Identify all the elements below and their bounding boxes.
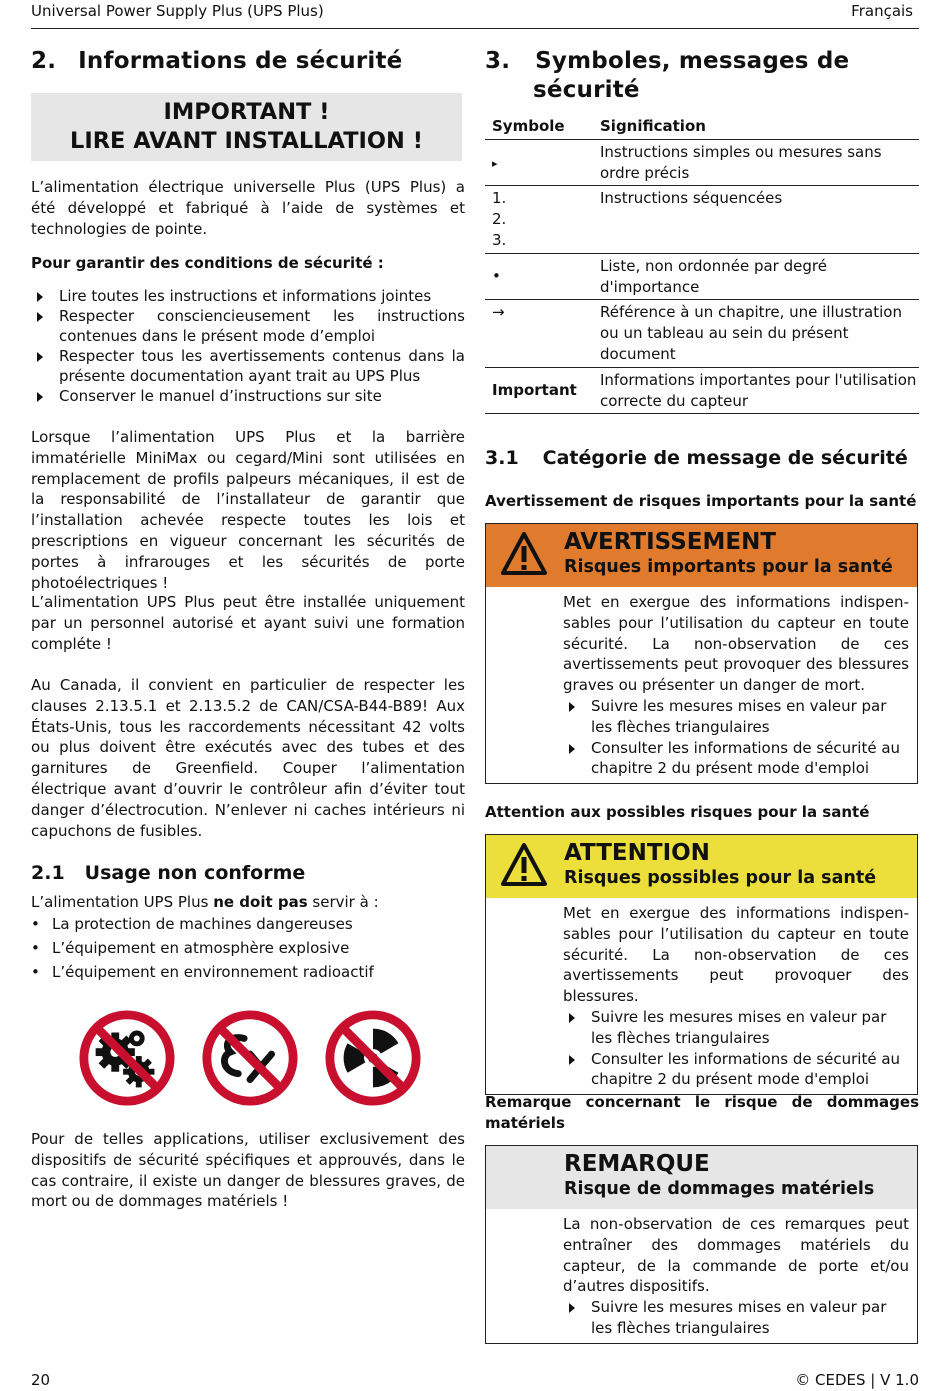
triangle-bullet-icon: ▸ xyxy=(492,156,498,170)
table-row: 1. 2. 3. Instructions séquencées xyxy=(485,186,919,253)
section-3-1-title: Catégorie de message de sécurité xyxy=(542,447,908,469)
section-2-title: Informations de sécurité xyxy=(78,48,403,74)
responsibility-paragraph: Lorsque l’alimentation UPS Plus et la barrière immatérielle MiniMax ou cegard/Mini sont utilisées en remplacement de profils palpeurs mécaniques, il est de la responsabilité de l’installateur de garantir que l’installation achevée respecte toutes les lois et prescriptions en vigueur concernant les sécurités de portes à infrarouges et les sécurités de porte photoélectriques ! xyxy=(31,428,465,592)
list-item: Suivre les mesures mises en valeur par les flèches triangulaires xyxy=(563,696,909,738)
no-machinery-icon xyxy=(78,1009,176,1107)
dot-bullet-icon: • xyxy=(485,253,593,300)
footer-brand-version: © CEDES | V 1.0 xyxy=(795,1371,919,1389)
closing-paragraph: Pour de telles applications, utiliser exclusivement des dispositifs de sécurité spécifiques et approuvés, dans le cas contraire, il existe un danger de blessures graves, de mort ou de dommages matériels ! xyxy=(31,1130,465,1211)
column-header-symbol: Symbole xyxy=(485,114,593,139)
list-item: Respecter tous les avertissements contenus dans la présente documentation ayant trait au UPS Plus xyxy=(31,346,465,386)
list-item: • La protection de machines dangereuses xyxy=(31,912,465,936)
table-row: ▸ Instructions simples ou mesures sans ordre précis xyxy=(485,139,919,186)
language-label: Français xyxy=(851,2,913,20)
document-title: Universal Power Supply Plus (UPS Plus) xyxy=(31,2,324,20)
notice-body: La non-observation de ces remarques peut entraîner des dommages matériels du capteur, de la commande de porte et/ou d’autres dispositifs. Suivre les mesures mises en valeur par les flèches triangulaires xyxy=(563,1215,909,1337)
list-item: • L’équipement en environnement radioactif xyxy=(31,960,465,984)
section-2-1-title: Usage non conforme xyxy=(84,862,306,884)
page-header xyxy=(31,0,919,29)
section-3-title: Symboles, messages de xyxy=(535,48,850,74)
important-banner xyxy=(31,93,462,161)
list-item: Suivre les mesures mises en valeur par les flèches triangulaires xyxy=(563,1297,909,1339)
section-2-heading: 2. Informations de sécurité xyxy=(31,48,403,74)
section-3-1-heading: 3.1 Catégorie de message de sécurité xyxy=(485,447,908,469)
notice-box xyxy=(485,1145,918,1344)
caution-body: Met en exergue des informations indispensables pour l’utilisation du capteur en toute sécurité. La non-observation de ces avertissements peut provoquer des blessures. Suivre les mesures mises en valeur par les flèches triangulaires Consulter les informations de sécurité au chapitre 2 du présent mode d'emploi xyxy=(563,904,909,1089)
misuse-list xyxy=(31,912,465,984)
notice-title: REMARQUE xyxy=(564,1151,710,1177)
section-3-heading: 3. Symboles, messages de sécurité xyxy=(485,48,850,103)
warning-triangle-icon xyxy=(500,531,548,577)
misuse-intro: L’alimentation UPS Plus ne doit pas servir à : xyxy=(31,893,379,911)
caution-title: ATTENTION xyxy=(564,840,710,866)
column-header-meaning: Signification xyxy=(593,114,919,139)
page-number: 20 xyxy=(31,1371,51,1389)
caution-subtitle: Risques possibles pour la santé xyxy=(564,868,877,888)
list-item: Consulter les informations de sécurité au chapitre 2 du présent mode d'emploi xyxy=(563,1049,909,1091)
no-radiation-icon xyxy=(324,1009,422,1107)
list-item: Lire toutes les instructions et informations jointes xyxy=(31,286,465,306)
intro-paragraph: L’alimentation électrique universelle Plus (UPS Plus) a été développé et fabriqué à l’aide de systèmes et technologies de pointe. xyxy=(31,178,465,238)
list-item: Conserver le manuel d’instructions sur site xyxy=(31,386,465,406)
list-item: Consulter les informations de sécurité au chapitre 2 du présent mode d'emploi xyxy=(563,738,909,780)
no-explosive-icon xyxy=(201,1009,299,1107)
section-2-1-heading: 2.1 Usage non conforme xyxy=(31,862,306,884)
warning-body: Met en exergue des informations indispensables pour l’utilisation du capteur en toute sécurité. La non-observation de ces avertissements peut provoquer des blessures graves ou présenter un danger de mort. Suivre les mesures mises en valeur par les flèches triangulaires Consulter les informations de sécurité au chapitre 2 du présent mode d'emploi xyxy=(563,593,909,778)
arrow-right-icon: → xyxy=(485,300,593,367)
caution-box xyxy=(485,834,918,1095)
list-item: • L’équipement en atmosphère explosive xyxy=(31,936,465,960)
banner-line-2: LIRE AVANT INSTALLATION ! xyxy=(70,128,423,154)
notice-caption: Remarque concernant le risque de dommages matériels xyxy=(485,1093,919,1132)
table-row: → Référence à un chapitre, une illustration ou un tableau au sein du présent document xyxy=(485,300,919,367)
banner-line-1: IMPORTANT ! xyxy=(163,99,330,125)
list-item: Respecter consciencieusement les instructions contenues dans le présent mode d’emploi xyxy=(31,306,465,346)
list-item: Suivre les mesures mises en valeur par les flèches triangulaires xyxy=(563,1007,909,1049)
warning-header xyxy=(486,524,917,587)
warning-caption: Avertissement de risques importants pour la santé xyxy=(485,492,917,510)
safety-list xyxy=(31,286,465,406)
notice-header xyxy=(486,1146,917,1209)
caution-header xyxy=(486,835,917,898)
authorized-personnel-paragraph: L’alimentation UPS Plus peut être installée uniquement par un personnel autorisé et ayant suivi une formation compléte ! xyxy=(31,593,465,653)
notice-subtitle: Risque de dommages matériels xyxy=(564,1179,875,1199)
caution-caption: Attention aux possibles risques pour la santé xyxy=(485,803,870,821)
warning-triangle-icon xyxy=(500,842,548,888)
warning-subtitle: Risques importants pour la santé xyxy=(564,557,893,577)
table-row: • Liste, non ordonnée par degré d'importance xyxy=(485,253,919,300)
safety-heading: Pour garantir des conditions de sécurité : xyxy=(31,254,384,272)
canada-us-paragraph: Au Canada, il convient en particulier de respecter les clauses 2.13.5.1 et 2.13.5.2 de CAN/CSA-B44-B89! Aux États-Unis, tous les raccordements nécessitant 42 volts ou plus doivent être exécutés avec des tubes et des garnitures de Greenfield. Couper l’alimentation électrique avant d’ouvrir le contrôleur afin d’éviter tout danger d’électrocution. N’enlever ni caches intérieurs ni capuchons de fusibles. xyxy=(31,676,465,840)
table-row: Important Informations importantes pour l'utilisation correcte du capteur xyxy=(485,367,919,414)
warning-box xyxy=(485,523,918,784)
warning-title: AVERTISSEMENT xyxy=(564,529,777,555)
symbol-table xyxy=(485,114,919,414)
